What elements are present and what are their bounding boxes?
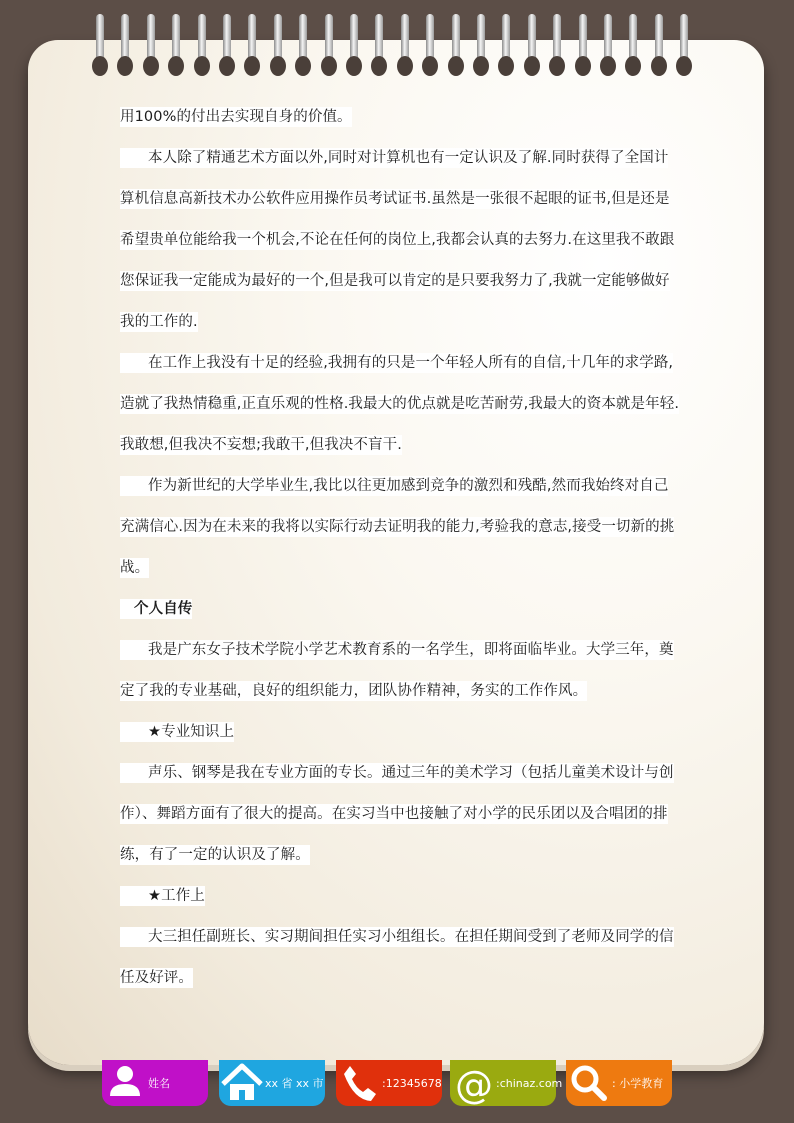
phone-tab[interactable] — [336, 1060, 442, 1106]
spiral-ring — [347, 14, 361, 84]
text-line: 本人除了精通艺术方面以外,同时对计算机也有一定认识及了解.同时获得了全国计 — [120, 141, 676, 182]
user-icon — [102, 1060, 148, 1106]
text-line: 希望贵单位能给我一个机会,不论在任何的岗位上,我都会认真的去努力.在这里我不敢跟 — [120, 232, 675, 248]
text-line: 算机信息高新技术办公软件应用操作员考试证书.虽然是一张很不起眼的证书,但是还是 — [120, 191, 670, 207]
spiral-ring — [550, 14, 564, 84]
search-icon — [566, 1060, 612, 1106]
spiral-ring — [372, 14, 386, 84]
spiral-ring — [474, 14, 488, 84]
text-line: 充满信心.因为在未来的我将以实际行动去证明我的能力,考验我的意志,接受一切新的挑 — [120, 519, 675, 535]
subheading: ★工作上 — [120, 879, 676, 920]
contact-bar — [102, 1060, 682, 1108]
text-line: 定了我的专业基础，良好的组织能力，团队协作精神，务实的工作作风。 — [120, 683, 588, 699]
spiral-ring — [652, 14, 666, 84]
text-line: 大三担任副班长、实习期间担任实习小组组长。在担任期间受到了老师及同学的信 — [120, 920, 676, 961]
spiral-ring — [296, 14, 310, 84]
website-tab[interactable] — [450, 1060, 563, 1106]
spiral-ring — [195, 14, 209, 84]
phone-label: :12345678 — [382, 1076, 442, 1090]
text-line: 用100%的付出去实现自身的价值。 — [120, 109, 352, 125]
name-tab[interactable] — [102, 1060, 208, 1106]
intent-tab[interactable] — [566, 1060, 672, 1106]
resume-text — [120, 100, 680, 1002]
text-line: 战。 — [120, 560, 150, 576]
spiral-ring — [93, 14, 107, 84]
text-line: 作）、舞蹈方面有了很大的提高。在实习当中也接触了对小学的民乐团以及合唱团的排 — [120, 806, 668, 822]
spiral-ring — [322, 14, 336, 84]
spiral-ring — [626, 14, 640, 84]
svg-text:@: @ — [455, 1063, 493, 1106]
address-tab[interactable] — [219, 1060, 325, 1106]
spiral-ring — [576, 14, 590, 84]
text-line: 作为新世纪的大学毕业生,我比以往更加感到竞争的激烈和残酷,然而我始终对自己 — [120, 469, 676, 510]
spiral-ring — [169, 14, 183, 84]
phone-icon — [336, 1060, 382, 1106]
home-icon — [219, 1060, 265, 1106]
text-line: 我是广东女子技术学院小学艺术教育系的一名学生，即将面临毕业。大学三年，奠 — [120, 633, 676, 674]
spiral-ring — [525, 14, 539, 84]
name-label: 姓名 — [148, 1077, 170, 1090]
intent-label: : 小学教育 — [612, 1077, 664, 1090]
spiral-ring — [499, 14, 513, 84]
spiral-ring — [144, 14, 158, 84]
spiral-ring — [677, 14, 691, 84]
text-line: 您保证我一定能成为最好的一个,但是我可以肯定的是只要我努力了,我就一定能够做好 — [120, 273, 670, 289]
text-line: 造就了我热情稳重,正直乐观的性格.我最大的优点就是吃苦耐劳,我最大的资本就是年轻. — [120, 396, 680, 412]
subheading: ★专业知识上 — [120, 715, 676, 756]
address-label: xx 省 xx 市 — [265, 1077, 324, 1090]
spiral-binding — [0, 0, 794, 90]
at-icon — [450, 1060, 496, 1106]
text-line: 声乐、钢琴是我在专业方面的专长。通过三年的美术学习（包括儿童美术设计与创 — [120, 756, 676, 797]
spiral-ring — [271, 14, 285, 84]
text-line: 我敢想,但我决不妄想;我敢干,但我决不盲干. — [120, 437, 402, 453]
spiral-ring — [220, 14, 234, 84]
spiral-ring — [118, 14, 132, 84]
text-line: 练，有了一定的认识及了解。 — [120, 847, 310, 863]
website-label: :chinaz.com — [496, 1076, 563, 1090]
section-heading: 个人自传 — [120, 592, 676, 633]
spiral-ring — [245, 14, 259, 84]
spiral-ring — [398, 14, 412, 84]
text-line: 在工作上我没有十足的经验,我拥有的只是一个年轻人所有的自信,十几年的求学路, — [120, 346, 676, 387]
spiral-ring — [601, 14, 615, 84]
text-line: 我的工作的. — [120, 314, 198, 330]
spiral-ring — [423, 14, 437, 84]
spiral-ring — [449, 14, 463, 84]
text-line: 任及好评。 — [120, 970, 193, 986]
